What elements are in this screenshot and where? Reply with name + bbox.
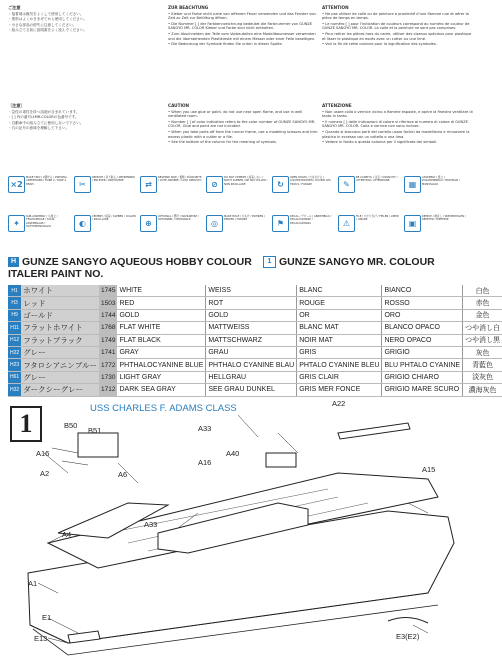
notes-french [322, 6, 474, 48]
notes-english [168, 104, 318, 146]
paint-name-it: BLANCO OPACO [382, 322, 463, 334]
paint-name-fr: GRIS CLAIR [297, 371, 382, 383]
ship-class-title: USS CHARLES F. ADAMS CLASS [90, 403, 237, 414]
symbol-text: FILE / やすりがけ / FEILEN / LIMER / LIMARE [356, 215, 399, 222]
paint-name-jp: グレー [21, 346, 99, 358]
symbol-icon: ◎ [206, 215, 223, 232]
paint-name-en: PHTHALOCYANINE BLUE [117, 359, 205, 371]
italeri-number: 1503 [99, 297, 117, 309]
paint-name-de: GOLD [206, 309, 297, 321]
italeri-number: 1744 [99, 309, 117, 321]
symbol-text: BE CAREFUL / 注意 / VORSICHT / ATTENTION / ATTENZIONE [356, 176, 398, 183]
symbol-text: SUB-ASSEMBLY / 小組立 / TEILMONTAGE / SOUS-ASSEMBLAGE / SOTTOMONTAGGIO [26, 215, 58, 228]
notes-fr-line: • Le numéro [ ] pour l'indication de couleurs correspond au numéro de couleur de GUNZE SANGYO MR. COLOR. La colle et la peinture ne sont pas comprises. [322, 21, 470, 31]
notes-jp2-line: ・右の記号の意味を理解して下さい。 [8, 126, 70, 131]
symbol-icon: ✂ [74, 176, 91, 193]
part-label: A1 [28, 579, 38, 588]
notes-en-line: • When you take parts off from the runner frame, use a modeling scissors and trim excess plastic with a cutter or a file. [168, 129, 318, 139]
paint-name-en: DARK SEA GRAY [117, 384, 205, 396]
hobby-label: GUNZE SANGYO AQUEOUS HOBBY COLOUR [22, 256, 252, 268]
paint-name-jp: フラットホワイト [21, 322, 99, 334]
notes-en-heading: CAUTION [168, 103, 190, 108]
part-e3-drawing [388, 617, 428, 623]
notes-it-line: • Vedere in fondo a questa colonna per il significato dei simboli. [322, 140, 438, 145]
hobby-code: H9 [8, 309, 21, 321]
paint-name-fr: GRIS [297, 346, 382, 358]
paint-name-en: LIGHT GRAY [117, 371, 205, 383]
symbol-text: DECAL / デカール / ABZIEHBILD / DÉCALCOMANIE / DECALCOMANIA [290, 215, 332, 225]
table-row [8, 297, 502, 309]
symbol-icon: ▦ [404, 176, 421, 193]
hobby-code: H23 [8, 359, 21, 371]
legend-mr-colour [263, 256, 435, 270]
paint-name-de: PHTHALO CYANINE BLAU [206, 359, 297, 371]
part-label: E3(E2) [396, 632, 420, 641]
paint-name-fr: BLANC MAT [297, 322, 382, 334]
symbol-icon: ⊕ [140, 215, 157, 232]
paint-name-de: MATTWEISS [206, 322, 297, 334]
notes-it-heading: ATTENZIONE [322, 103, 352, 108]
paint-name-de: WEISS [206, 285, 297, 297]
notes-japanese [8, 6, 158, 34]
symbol-icon: ⚑ [272, 215, 289, 232]
italeri-number: 1772 [99, 359, 117, 371]
symbol-text: OPEN HOLES / 穴をあける / LÖCHER BOHREN / OUVRIR LES TROUS / FORARE [290, 176, 331, 186]
symbol-text: ASSEMBLY / 組立 / ZUSAMMENBAU / MONTAGE / MONTAGGIO [422, 176, 460, 186]
italeri-number: 1712 [99, 384, 117, 396]
paint-name-en: GOLD [117, 309, 205, 321]
symbol-icon: ◐ [74, 215, 91, 232]
paint-name-jp: ダークシーグレー [21, 384, 99, 396]
table-row [8, 285, 502, 297]
mr-badge: 1 [263, 256, 276, 268]
part-label: A2 [40, 469, 50, 478]
hobby-code: H11 [8, 322, 21, 334]
paint-name-en: FLAT BLACK [117, 334, 205, 346]
notes-it-line: • Il numero [ ] delle indicazioni di colore si riferisce al numero di colore di GUNZE SANGYO MR. COLOR. Colla e vernice non sono incluse. [322, 119, 468, 129]
paint-name-kanji: 金色 [463, 309, 502, 321]
paint-name-kanji: 灰色 [463, 346, 502, 358]
notes-fr-line: • Voir la fin de cette colonne pour la signification des symboles. [322, 42, 437, 47]
paint-name-de: ROT [206, 297, 297, 309]
assembly-diagram [8, 393, 470, 663]
paint-name-en: FLAT WHITE [117, 322, 205, 334]
notes-jp2-line: ・急性の毒性を持つ溶剤が含まれています。 [8, 109, 80, 114]
paint-name-jp: グレー [21, 371, 99, 383]
hobby-code: H12 [8, 334, 21, 346]
symbol-icon: ⊘ [206, 176, 223, 193]
italeri-number: 1745 [99, 285, 117, 297]
notes-jp-line: ・接着剤は換気をよくして使用してください。 [8, 11, 84, 16]
part-b50-drawing [78, 433, 118, 457]
symbol-icon: ⚠ [338, 215, 355, 232]
symbol-icon: ×2 [8, 176, 25, 193]
notes-fr-line: • Pour retirer les pièces hors du cadre, utiliser des ciseaux spéciaux pour plastique et lisser le plastique en excès avec un cutter ou une lime. [322, 31, 472, 41]
italeri-number: 1749 [99, 334, 117, 346]
symbol-text: OPTIONAL / 選択 / WAHLWEISE / OPTIONNEL / OPZIONALE [158, 215, 199, 222]
notes-jp2-line: ・[ ] 内の番号はMR.COLORの色番号です。 [8, 115, 79, 120]
paint-name-kanji: つや消し白 [463, 322, 502, 334]
table-row [8, 371, 502, 383]
paint-name-fr: GRIS MER FONCE [297, 384, 382, 396]
paint-name-de: HELLGRAU [206, 371, 297, 383]
italeri-number: 1768 [99, 322, 117, 334]
symbol-text: CEMENT / 接着 / KLEBEN / COLLER / INCOLLARE [92, 215, 136, 222]
notes-de-line: • Kleber und Farbe nicht nahe von offenem Feuer verwenden und das Fenster von Zeit zu Zeit zur Belüftung öffnen. [168, 11, 316, 21]
part-a40-drawing [266, 453, 296, 467]
paint-name-fr: PHTALO CYANINE BLEU [297, 359, 382, 371]
part-label: E13 [34, 634, 48, 643]
paint-name-it: GRIGIO [382, 346, 463, 358]
notes-jp-line: ・小さな部品の紛失に注意してください。 [8, 22, 77, 27]
paint-name-fr: OR [297, 309, 382, 321]
part-label: A40 [226, 449, 240, 458]
notes-de-line: • Die Bedeutung der Symbole finden Sie unten in dieser Spalte. [168, 42, 283, 47]
symbol-text: REPEAT / 繰返し / WIEDERHOLEN / RÉPÉTER / RIPETERE [422, 215, 466, 222]
notes-japanese-caution [8, 104, 158, 132]
symbol-icon: ✦ [8, 215, 25, 232]
paint-name-fr: ROUGE [297, 297, 382, 309]
table-row [8, 359, 502, 371]
notes-italian [322, 104, 474, 146]
paint-name-fr: BLANC [297, 285, 382, 297]
notes-it-line: • Quando si staccano parti del carrello usare forbici da modellismo e rimuovere la plastica in eccesso con un coltello o una lima. [322, 129, 470, 139]
hobby-code: H1 [8, 285, 21, 297]
paint-name-kanji: 濃海灰色 [463, 384, 502, 396]
symbol-text: MAKE HOLE / 穴あけ / BOHREN / PERCER / FORARE [224, 215, 265, 222]
paint-name-jp: ホワイト [21, 285, 99, 297]
part-label: A15 [422, 465, 436, 474]
paint-name-it: GRIGIO CHIARO [382, 371, 463, 383]
notes-fr-line: • Ne pas utiliser de colle ou de peinture à proximité d'une flamme nue et aérer la pièce de temps en temps. [322, 11, 469, 21]
notes-de-line: • Die Nummer [ ] der Farbkennzeichnung bedeutet die Farbnummer von GUNZE SANGYO MR. COLOR Kleber und Farbe sind nicht enthalten. [168, 21, 313, 31]
hobby-code: H32 [8, 384, 21, 396]
hobby-code: H61 [8, 371, 21, 383]
paint-name-it: ORO [382, 309, 463, 321]
part-label: B51 [88, 426, 102, 435]
paint-name-jp: フタロシアニンブルー [23, 360, 97, 370]
step-number: 1 [10, 406, 42, 442]
paint-name-en: GRAY [117, 346, 205, 358]
paint-name-it: BLU PHTALO CYANINE [382, 359, 463, 371]
paint-name-kanji: 白色 [463, 285, 502, 297]
paint-name-kanji: 赤色 [463, 297, 502, 309]
part-label: A33 [198, 424, 212, 433]
notes-jp-line: ・塗料はよくかきまぜてから使用してください。 [8, 17, 88, 22]
paint-name-en: WHITE [117, 285, 205, 297]
paint-name-de: MATTSCHWARZ [206, 334, 297, 346]
italeri-number: 1730 [99, 371, 117, 383]
notes-german [168, 6, 318, 48]
part-label: B50 [64, 421, 78, 430]
paint-name-jp: レッド [21, 297, 99, 309]
symbol-text: REMOVE / 切り取る / ABTRENNEN / ENLEVER / RIMUOVERE [92, 176, 135, 183]
hobby-badge: H [8, 257, 19, 267]
paint-name-de: GRAU [206, 346, 297, 358]
paint-name-jp: ゴールド [21, 309, 99, 321]
table-row [8, 322, 502, 334]
notes-jp-heading: ご注意 [8, 5, 21, 10]
part-label: A6 [118, 470, 128, 479]
paint-name-de: SEE GRAU DUNKEL [206, 384, 297, 396]
paint-name-kanji: つや消し黒 [463, 334, 502, 346]
notes-de-heading: ZUR BEACHTUNG [168, 5, 209, 10]
notes-en-line: • Number [ ] of color indication refers to the color number of GUNZE SANGYO MR. COLOR. Glue and paint are not included. [168, 119, 316, 129]
symbol-icon: ✎ [338, 176, 355, 193]
italeri-number: 1741 [99, 346, 117, 358]
notes-jp2-heading: 〔注意〕 [8, 103, 25, 108]
notes-jp2-line: ・自動車中の組み立てに使用しないで下さい。 [8, 120, 84, 125]
table-row [8, 309, 502, 321]
notes-de-line: • Zum Abschneiden der Teile vom Vorbauteilen eine Modellbaumesser verwenden und die überstehenden Plastikreste mit einem Messer oder einer Feile beseitigen. [168, 31, 316, 41]
symbol-text: REVERSE SIDE / 裏側 / RÜCKSEITE / CÔTÉ ARRIÈRE / LATO OPPOSTO [158, 176, 202, 183]
paint-name-en: RED [117, 297, 205, 309]
hobby-code: H3 [8, 297, 21, 309]
notes-jp-line: ・組み立てる前に説明書をよく読んでください。 [8, 28, 88, 33]
paint-name-it: GRIGIO MARE SCURO [382, 384, 463, 396]
notes-en-line: • When you use glue or paint, do not use near open flame, and use in well ventilated room. [168, 109, 303, 119]
symbol-text: MAKE TWO / 2個作る / ZWEIMAL ANFERTIGEN / FAIRE 2 / FARE 2 PEZZI [26, 176, 68, 186]
symbol-icon: ↻ [272, 176, 289, 193]
table-row [8, 334, 502, 346]
part-label: A22 [332, 399, 346, 408]
symbol-icon: ⇄ [140, 176, 157, 193]
paint-name-it: ROSSO [382, 297, 463, 309]
mr-label: GUNZE SANGYO MR. COLOUR [279, 256, 435, 268]
symbol-text: DO NOT CEMENT / 接着しない / NICHT KLEBEN / NE PAS COLLER / NON INCOLLARE [224, 176, 268, 186]
paint-name-it: NERO OPACO [382, 334, 463, 346]
notes-en-line: • See the bottom of the column for the meaning of symbols. [168, 140, 277, 145]
paint-name-kanji: 青藍色 [463, 359, 502, 371]
paint-name-jp: フラットブラック [21, 334, 99, 346]
symbol-icon: ▣ [404, 215, 421, 232]
part-label: A16 [36, 449, 50, 458]
paint-name-kanji: 淡灰色 [463, 371, 502, 383]
paint-name-fr: NOIR MAT [297, 334, 382, 346]
part-label: A33 [144, 520, 158, 529]
table-row [8, 346, 502, 358]
part-label: E1 [42, 613, 52, 622]
notes-it-line: • Non usare colla o vernice vicino a fiamme esposte, e aprire la finestra ventilare di tanto in tanto. [322, 109, 473, 119]
part-label: A4 [62, 530, 72, 539]
part-label: A16 [198, 458, 212, 467]
notes-fr-heading: ATTENTION [322, 5, 349, 10]
part-a22-drawing [338, 423, 410, 439]
italeri-paint-label: ITALERI PAINT NO. [8, 268, 104, 280]
paint-name-it: BIANCO [382, 285, 463, 297]
paint-table [8, 285, 502, 397]
hobby-code: H22 [8, 346, 21, 358]
